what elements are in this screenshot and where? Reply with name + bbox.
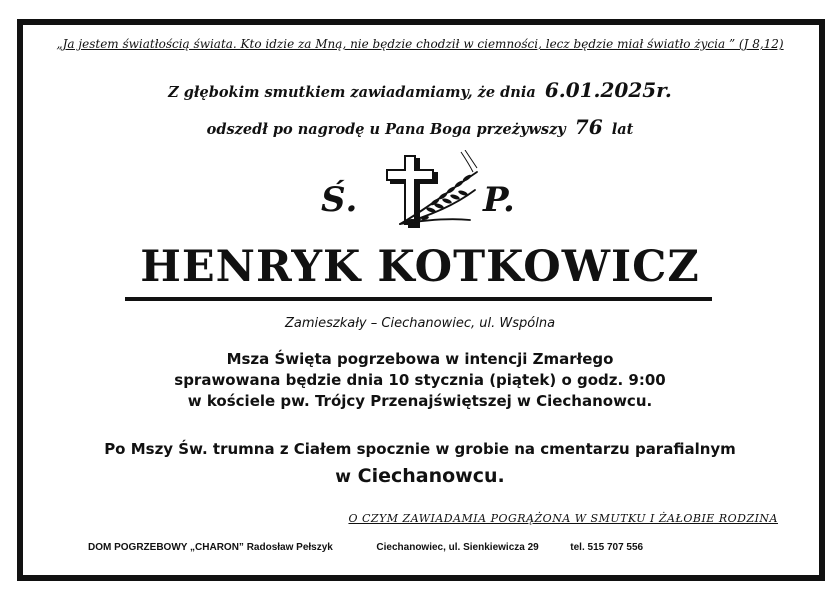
announcement-text-2: odszedł po nagrodę u Pana Boga przeżywszy — [206, 121, 566, 138]
funeral-home: DOM POGRZEBOWY „CHARON” Radosław Pełszyk — [88, 542, 333, 553]
mass-line-2: sprawowana będzie dnia 10 stycznia (piątek) o godz. 9:00 — [174, 371, 666, 389]
footer — [88, 542, 768, 553]
announcement-line-1 — [0, 78, 840, 102]
age: 76 — [574, 115, 603, 139]
announcement-line-2 — [0, 115, 840, 139]
funeral-home-address: Ciechanowiec, ul. Sienkiewicza 29 — [376, 542, 539, 553]
sp-right: P. — [483, 180, 515, 220]
cross-with-wheat-icon — [365, 150, 480, 232]
death-date: 6.01.2025r. — [544, 78, 672, 102]
burial-place-prefix: w — [335, 467, 351, 487]
bible-quote: „Ja jestem światłością świata. Kto idzie za Mną, nie będzie chodził w ciemności, lecz będzie miał światło życia ” (J 8,12) — [56, 37, 784, 51]
burial-place-name: Ciechanowcu. — [357, 465, 505, 487]
family-note: O CZYM ZAWIADAMIA POGRĄŻONA W SMUTKU I ŻAŁOBIE RODZINA — [348, 512, 778, 525]
sp-left: Ś. — [321, 180, 358, 220]
deceased-name: HENRYK KOTKOWICZ — [140, 242, 700, 292]
burial-place — [0, 465, 840, 487]
mass-info — [0, 349, 840, 412]
mass-line-3: w kościele pw. Trójcy Przenajświętszej w Ciechanowcu. — [187, 392, 653, 410]
announcement-text: Z głębokim smutkiem zawiadamiamy, że dnia — [168, 84, 536, 101]
name-underline — [125, 297, 712, 301]
age-unit: lat — [611, 121, 634, 138]
residence: Zamieszkały – Ciechanowiec, ul. Wspólna — [284, 316, 556, 331]
funeral-home-phone: tel. 515 707 556 — [570, 542, 644, 553]
mass-line-1: Msza Święta pogrzebowa w intencji Zmarłego — [226, 350, 614, 368]
burial-info: Po Mszy Św. trumna z Ciałem spocznie w grobie na cmentarzu parafialnym — [104, 440, 736, 458]
